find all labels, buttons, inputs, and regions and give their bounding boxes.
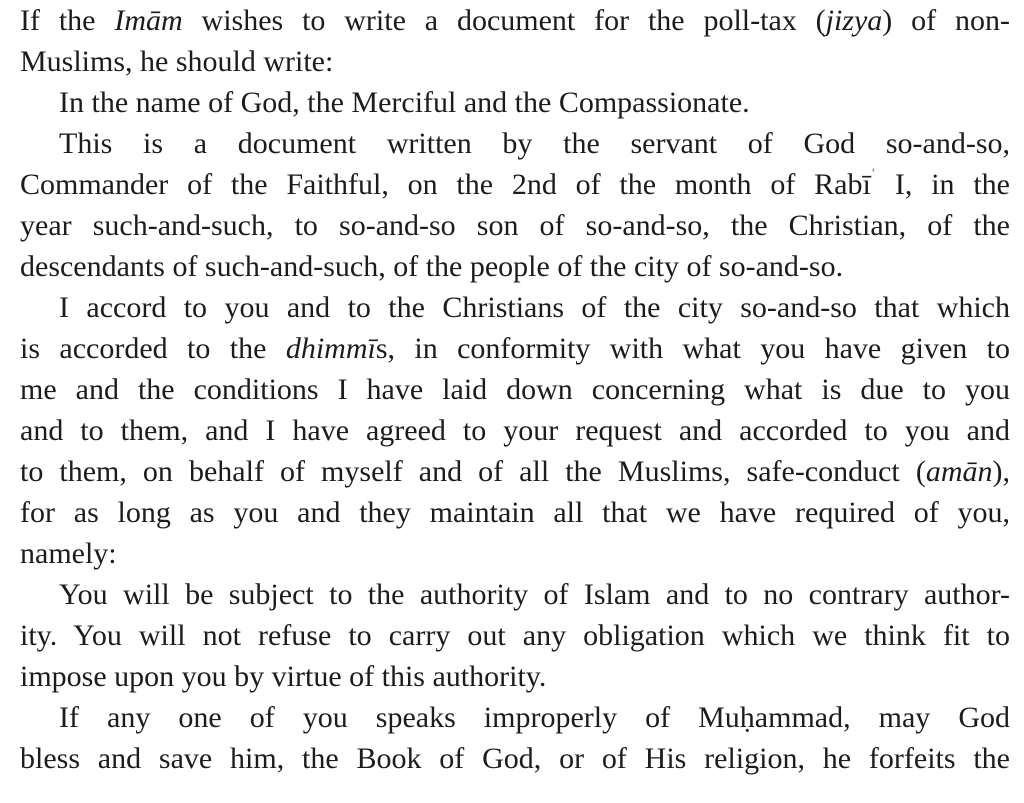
text-line xyxy=(20,164,1010,205)
text-line xyxy=(20,205,1010,246)
italic-term: jizya xyxy=(825,4,883,37)
text-line xyxy=(20,410,1010,451)
text-line xyxy=(20,287,1010,328)
paragraph xyxy=(20,123,1010,287)
text-line xyxy=(20,656,1010,697)
text-run: ), xyxy=(992,455,1010,488)
text-run: If the xyxy=(20,4,115,37)
text-run: s, in conformity with what you have given to xyxy=(375,332,1010,365)
text-run: Muslims, he should write: xyxy=(20,45,334,78)
italic-term: dhimmī xyxy=(285,332,376,365)
text-line xyxy=(20,123,1010,164)
paragraph xyxy=(20,287,1010,574)
text-line xyxy=(20,41,1010,82)
paragraph xyxy=(20,0,1010,82)
text-line xyxy=(20,533,1010,574)
text-line xyxy=(20,369,1010,410)
text-line xyxy=(20,615,1010,656)
paragraph xyxy=(20,697,1010,779)
text-run: is accorded to the xyxy=(20,332,286,365)
text-run: namely: xyxy=(20,537,117,570)
text-run: for as long as you and they maintain all that we have required of you, xyxy=(20,496,1010,529)
text-line xyxy=(20,451,1010,492)
text-run: year such-and-such, to so-and-so son of so-and-so, the Christian, of the xyxy=(20,209,1010,242)
text-run: I, in the xyxy=(876,168,1010,201)
text-run: impose upon you by virtue of this authority. xyxy=(20,660,547,693)
italic-term: Imām xyxy=(114,4,183,37)
text-run: ity. You will not refuse to carry out any obligation which we think fit to xyxy=(20,619,1010,652)
text-run: me and the conditions I have laid down concerning what is due to you xyxy=(20,373,1010,406)
text-run: You will be subject to the authority of Islam and to no contrary author- xyxy=(59,578,1010,611)
text-run: and to them, and I have agreed to your request and accorded to you and xyxy=(20,414,1010,447)
italic-term: amān xyxy=(925,455,993,488)
text-line xyxy=(20,697,1010,738)
text-run: I accord to you and to the Christians of the city so-and-so that which xyxy=(59,291,1010,324)
text-run: In the name of God, the Merciful and the Compassionate. xyxy=(59,86,750,119)
text-run: bless and save him, the Book of God, or of His religion, he forfeits the xyxy=(20,742,1010,775)
text-line xyxy=(20,738,1010,779)
text-run: descendants of such-and-such, of the people of the city of so-and-so. xyxy=(20,250,844,283)
text-run: If any one of you speaks improperly of Muḥammad, may God xyxy=(59,701,1010,734)
text-line xyxy=(20,0,1010,41)
paragraph xyxy=(20,574,1010,697)
document-page xyxy=(20,0,1010,779)
text-line xyxy=(20,246,1010,287)
text-line xyxy=(20,328,1010,369)
ayn-mark: ʿ xyxy=(870,167,877,184)
text-run: Commander of the Faithful, on the 2nd of the month of Rabī xyxy=(20,168,871,201)
text-line xyxy=(20,492,1010,533)
text-run: ) of non- xyxy=(882,4,1010,37)
text-run: wishes to write a document for the poll-tax ( xyxy=(182,4,826,37)
text-run: to them, on behalf of myself and of all the Muslims, safe-conduct ( xyxy=(20,455,926,488)
paragraph xyxy=(20,82,1010,123)
text-run: This is a document written by the servant of God so-and-so, xyxy=(59,127,1010,160)
text-line xyxy=(20,574,1010,615)
text-line xyxy=(20,82,1010,123)
